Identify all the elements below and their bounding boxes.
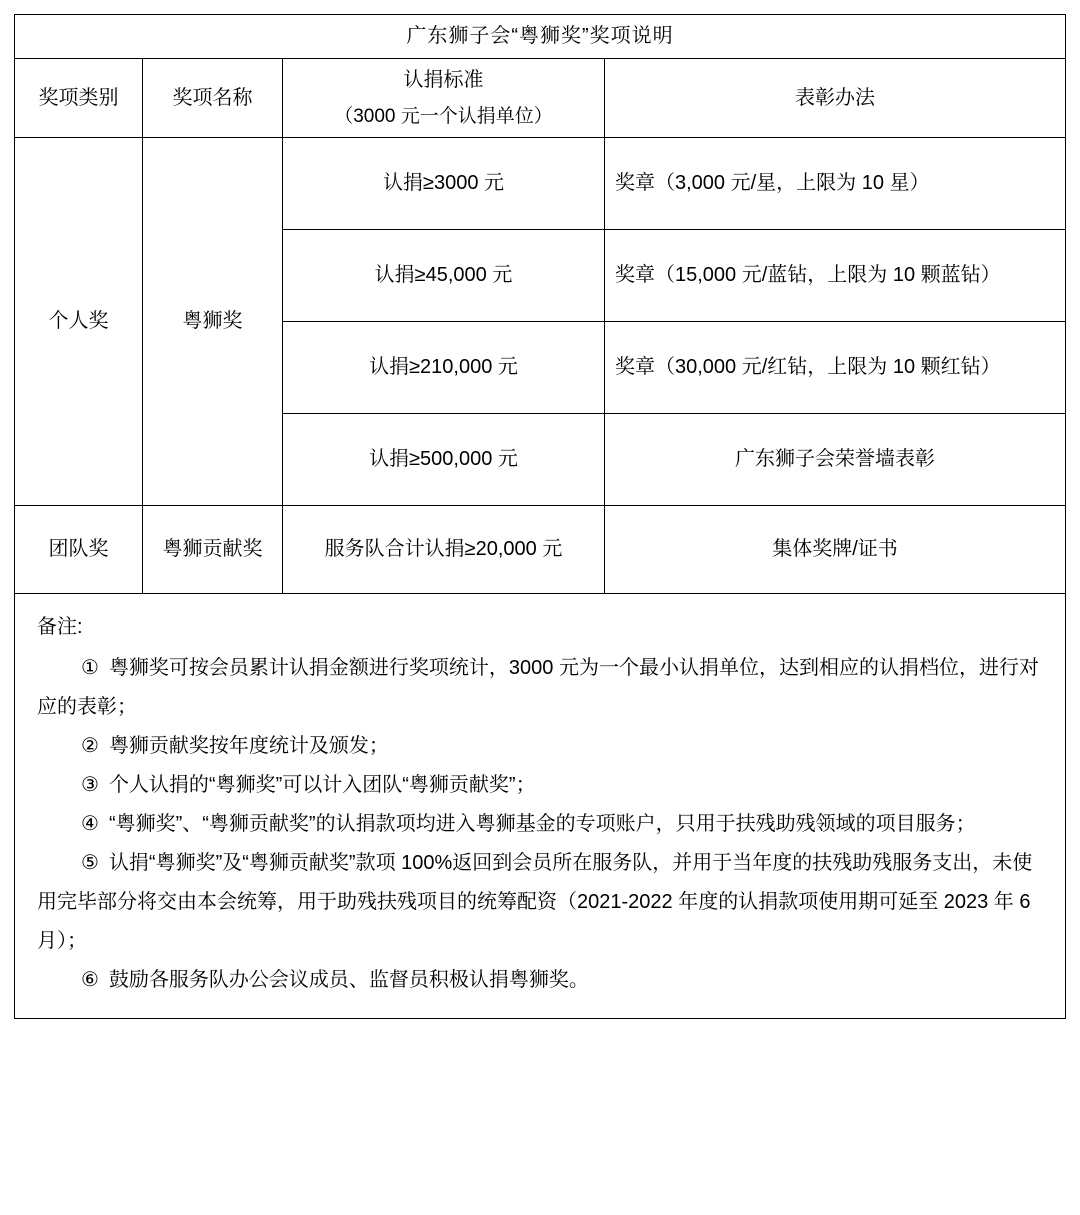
cell-method: 集体奖牌/证书	[605, 506, 1066, 594]
note-text: 认捐“粤狮奖”及“粤狮贡献奖”款项 100%返回到会员所在服务队，并用于当年度的扶残助残服务支出，未使用完毕部分将交由本会统筹，用于助残扶残项目的统筹配资（2021-2022 年度的认捐款项使用期可延至 2023 年 6 月）；	[37, 852, 1033, 953]
table-header-row	[15, 59, 1066, 138]
note-number: ②	[81, 735, 99, 758]
note-item	[37, 649, 1043, 727]
note-item	[37, 805, 1043, 844]
table-row	[15, 506, 1066, 594]
note-text: 粤狮贡献奖按年度统计及颁发；	[108, 735, 389, 758]
column-header-standard-sub: （3000 元一个认捐单位）	[334, 106, 553, 127]
note-item	[37, 961, 1043, 1000]
note-text: “粤狮奖”、“粤狮贡献奖”的认捐款项均进入粤狮基金的专项账户，只用于扶残助残领域的项目服务；	[108, 813, 976, 836]
table-title-row	[15, 15, 1066, 59]
note-text: 鼓励各服务队办公会议成员、监督员积极认捐粤狮奖。	[108, 969, 589, 992]
cell-name-team: 粤狮贡献奖	[143, 506, 283, 594]
note-number: ④	[81, 813, 99, 836]
note-text: 粤狮奖可按会员累计认捐金额进行奖项统计，3000 元为一个最小认捐单位，达到相应的认捐档位，进行对应的表彰；	[37, 657, 1039, 719]
cell-standard: 认捐≥45,000 元	[283, 230, 605, 322]
note-number: ①	[81, 657, 99, 680]
note-number: ⑥	[81, 969, 99, 992]
cell-method: 广东狮子会荣誉墙表彰	[605, 414, 1066, 506]
cell-standard: 服务队合计认捐≥20,000 元	[283, 506, 605, 594]
cell-name-personal: 粤狮奖	[143, 138, 283, 506]
column-header-category: 奖项类别	[15, 59, 143, 138]
cell-category-personal: 个人奖	[15, 138, 143, 506]
note-item	[37, 766, 1043, 805]
cell-standard: 认捐≥210,000 元	[283, 322, 605, 414]
notes-label: 备注:	[37, 616, 83, 639]
page-title: 广东狮子会“粤狮奖”奖项说明	[15, 15, 1066, 59]
note-number: ⑤	[81, 852, 99, 875]
cell-standard: 认捐≥3000 元	[283, 138, 605, 230]
notes-row	[15, 594, 1066, 1019]
notes-section	[15, 594, 1066, 1019]
cell-standard: 认捐≥500,000 元	[283, 414, 605, 506]
note-text: 个人认捐的“粤狮奖”可以计入团队“粤狮贡献奖”；	[108, 774, 536, 797]
note-number: ③	[81, 774, 99, 797]
note-item	[37, 727, 1043, 766]
cell-method: 奖章（3,000 元/星，上限为 10 星）	[605, 138, 1066, 230]
column-header-name: 奖项名称	[143, 59, 283, 138]
column-header-method: 表彰办法	[605, 59, 1066, 138]
cell-category-team: 团队奖	[15, 506, 143, 594]
column-header-standard-label: 认捐标准	[403, 69, 484, 91]
notes-table	[14, 594, 1066, 1019]
cell-method: 奖章（30,000 元/红钻，上限为 10 颗红钻）	[605, 322, 1066, 414]
note-item	[37, 844, 1043, 961]
cell-method: 奖章（15,000 元/蓝钻，上限为 10 颗蓝钻）	[605, 230, 1066, 322]
column-header-standard	[283, 59, 605, 138]
table-row	[15, 138, 1066, 230]
award-table	[14, 14, 1066, 594]
